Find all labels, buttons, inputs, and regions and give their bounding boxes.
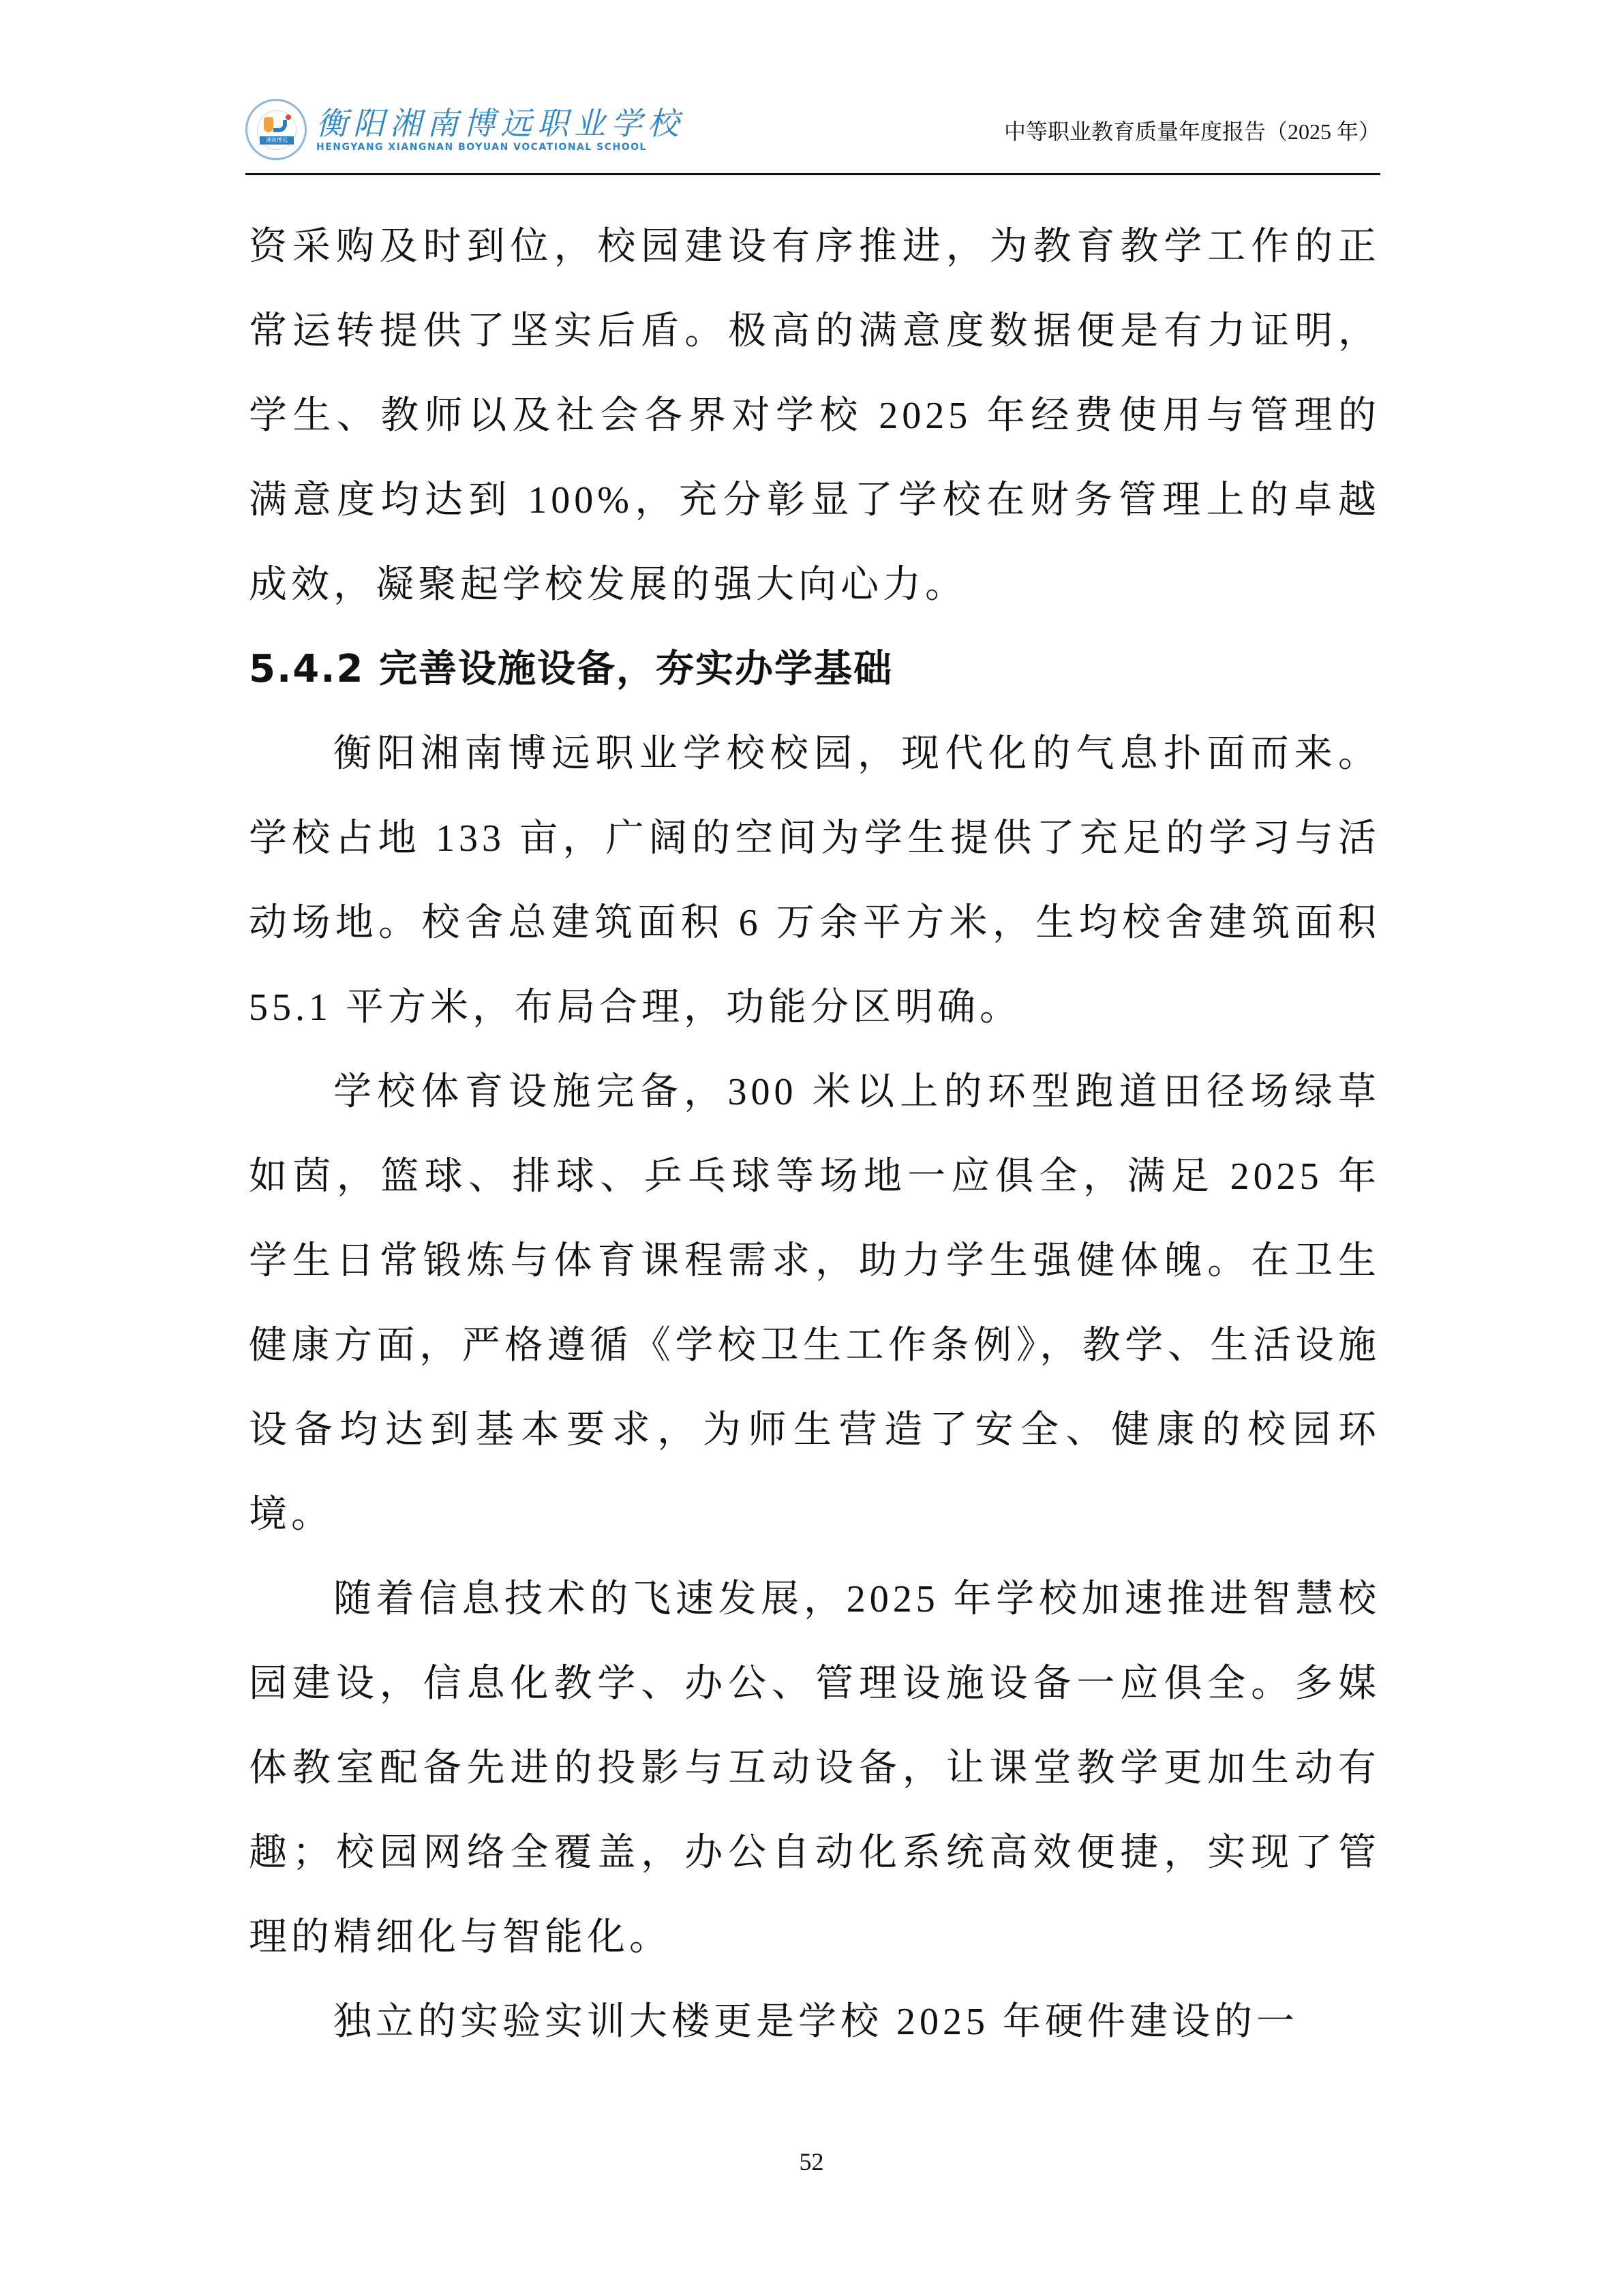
school-name-en: HENGYANG XIANGNAN BOYUAN VOCATIONAL SCHOOL xyxy=(316,142,647,153)
emblem-label: 湘南博远 xyxy=(260,136,294,145)
page-header xyxy=(245,95,1380,170)
emblem-dot-icon xyxy=(286,115,291,120)
emblem-b-mark-icon xyxy=(264,117,273,132)
school-emblem-icon xyxy=(245,99,307,160)
logo-text xyxy=(316,106,684,153)
section-heading: 5.4.2 完善设施设备，夯实办学基础 xyxy=(249,647,893,691)
paragraph-training-building: 独立的实验实训大楼更是学校 2025 年硬件建设的一 xyxy=(333,2001,1299,2043)
school-name-cn: 衡阳湘南博远职业学校 xyxy=(316,105,684,142)
school-logo xyxy=(245,95,684,164)
paragraph-sports-health: 学校体育设施完备，300 米以上的环型跑道田径场绿草如茵，篮球、排球、乒乓球等场地一应俱全，满足 2025 年学生日常锻炼与体育课程需求，助力学生强健体魄。在卫生健康方面，严格遵循《学校卫生工作条例》，教学、生活设施设备均达到基本要求，为师生营造了安全、健康的校园环境。 xyxy=(249,1071,1380,1536)
page-number: 52 xyxy=(799,2148,824,2175)
page-body xyxy=(249,205,1380,2064)
header-divider xyxy=(245,173,1380,175)
paragraph-continued: 资采购及时到位，校园建设有序推进，为教育教学工作的正常运转提供了坚实后盾。极高的满意度数据便是有力证明，学生、教师以及社会各界对学校 2025 年经费使用与管理的满意度均达到 100%，充分彰显了学校在财务管理上的卓越成效，凝聚起学校发展的强大向心力。 xyxy=(249,226,1380,606)
paragraph-campus: 衡阳湘南博远职业学校校园，现代化的气息扑面而来。学校占地 133 亩，广阔的空间为学生提供了充足的学习与活动场地。校舍总建筑面积 6 万余平方米，生均校舍建筑面积 55.1 平方米，布局合理，功能分区明确。 xyxy=(249,733,1380,1029)
report-title: 中等职业教育质量年度报告（2025 年） xyxy=(1003,119,1380,144)
paragraph-smart-campus: 随着信息技术的飞速发展，2025 年学校加速推进智慧校园建设，信息化教学、办公、管理设施设备一应俱全。多媒体教室配备先进的投影与互动设备，让课堂教学更加生动有趣；校园网络全覆盖，办公自动化系统高效便捷，实现了管理的精细化与智能化。 xyxy=(249,1578,1380,1959)
